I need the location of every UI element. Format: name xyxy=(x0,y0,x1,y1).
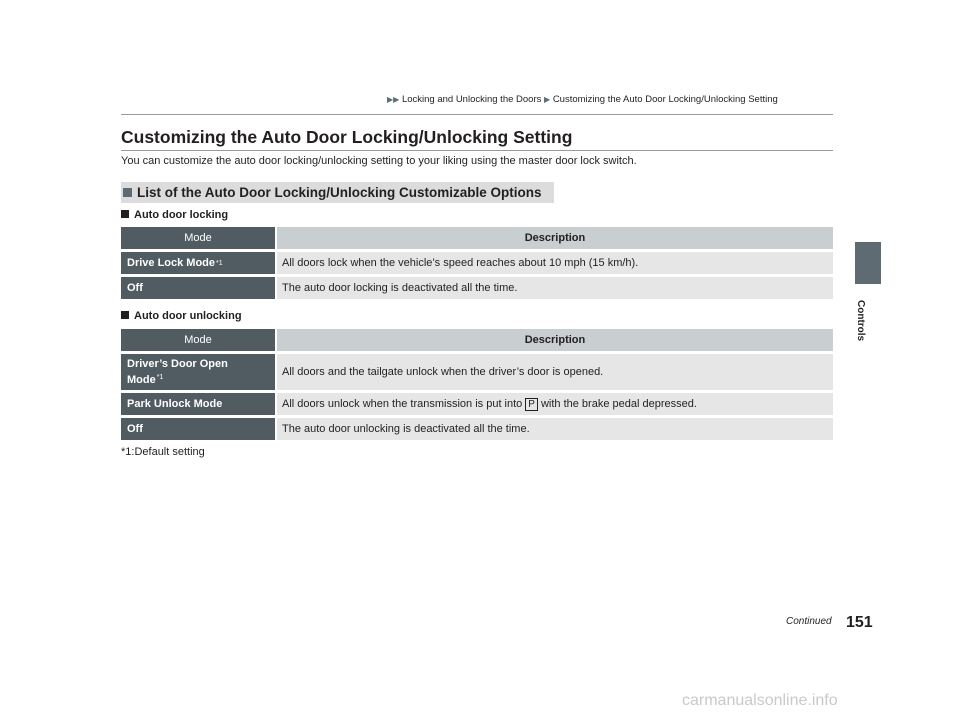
arrow-icon: ▶▶ xyxy=(387,95,400,104)
page-number: 151 xyxy=(846,614,873,631)
footnote: *1:Default setting xyxy=(121,446,205,458)
mode-cell xyxy=(121,354,275,390)
header-description: Description xyxy=(277,329,833,351)
square-bullet-icon xyxy=(123,188,132,197)
description-cell: The auto door locking is deactivated all the time. xyxy=(277,277,833,299)
gear-p-icon: P xyxy=(525,398,538,411)
mode-cell: Off xyxy=(121,277,275,299)
divider xyxy=(121,114,833,115)
header-mode: Mode xyxy=(121,329,275,351)
page-title: Customizing the Auto Door Locking/Unlocking Setting xyxy=(121,127,573,147)
watermark: carmanualsonline.info xyxy=(682,692,838,709)
footnote-ref: *1 xyxy=(156,373,164,381)
divider xyxy=(121,150,833,151)
description-cell xyxy=(277,393,833,415)
mode-cell: Park Unlock Mode xyxy=(121,393,275,415)
mode-label: Mode xyxy=(127,373,156,386)
intro-text: You can customize the auto door locking/unlocking setting to your liking using the master door lock switch. xyxy=(121,155,637,167)
continued-label: Continued xyxy=(786,616,832,627)
description-text: with the brake pedal depressed. xyxy=(540,397,697,410)
table-row xyxy=(121,393,833,415)
square-bullet-icon xyxy=(121,210,129,218)
square-bullet-icon xyxy=(121,311,129,319)
subheading-locking xyxy=(121,209,228,221)
unlocking-table xyxy=(121,329,833,443)
footnote-ref: *1 xyxy=(216,259,223,267)
chapter-label: Controls xyxy=(855,300,866,342)
mode-cell: Off xyxy=(121,418,275,440)
breadcrumb-item[interactable]: Locking and Unlocking the Doors xyxy=(401,94,542,105)
table-row xyxy=(121,277,833,299)
mode-cell xyxy=(121,252,275,274)
subheading-label: Auto door unlocking xyxy=(134,310,242,322)
arrow-icon: ▶ xyxy=(544,95,551,104)
section-heading xyxy=(121,182,554,203)
subheading-label: Auto door locking xyxy=(134,209,229,221)
description-cell: All doors and the tailgate unlock when the driver’s door is opened. xyxy=(277,354,833,390)
table-row xyxy=(121,418,833,440)
table-header-row xyxy=(121,329,833,351)
breadcrumb-item[interactable]: Customizing the Auto Door Locking/Unlocking Setting xyxy=(552,94,778,105)
section-title: List of the Auto Door Locking/Unlocking Customizable Options xyxy=(137,185,542,200)
subheading-unlocking xyxy=(121,310,242,322)
description-text: All doors unlock when the transmission is put into xyxy=(282,397,523,410)
description-cell: All doors lock when the vehicle’s speed reaches about 10 mph (15 km/h). xyxy=(277,252,833,274)
locking-table xyxy=(121,227,833,302)
header-mode: Mode xyxy=(121,227,275,249)
mode-label: Drive Lock Mode xyxy=(127,256,216,269)
chapter-tab[interactable] xyxy=(855,242,881,284)
table-row xyxy=(121,252,833,274)
mode-label: Driver’s Door Open xyxy=(127,357,228,370)
header-description: Description xyxy=(277,227,833,249)
table-row xyxy=(121,354,833,390)
description-cell: The auto door unlocking is deactivated all the time. xyxy=(277,418,833,440)
table-header-row xyxy=(121,227,833,249)
breadcrumb xyxy=(387,94,778,105)
